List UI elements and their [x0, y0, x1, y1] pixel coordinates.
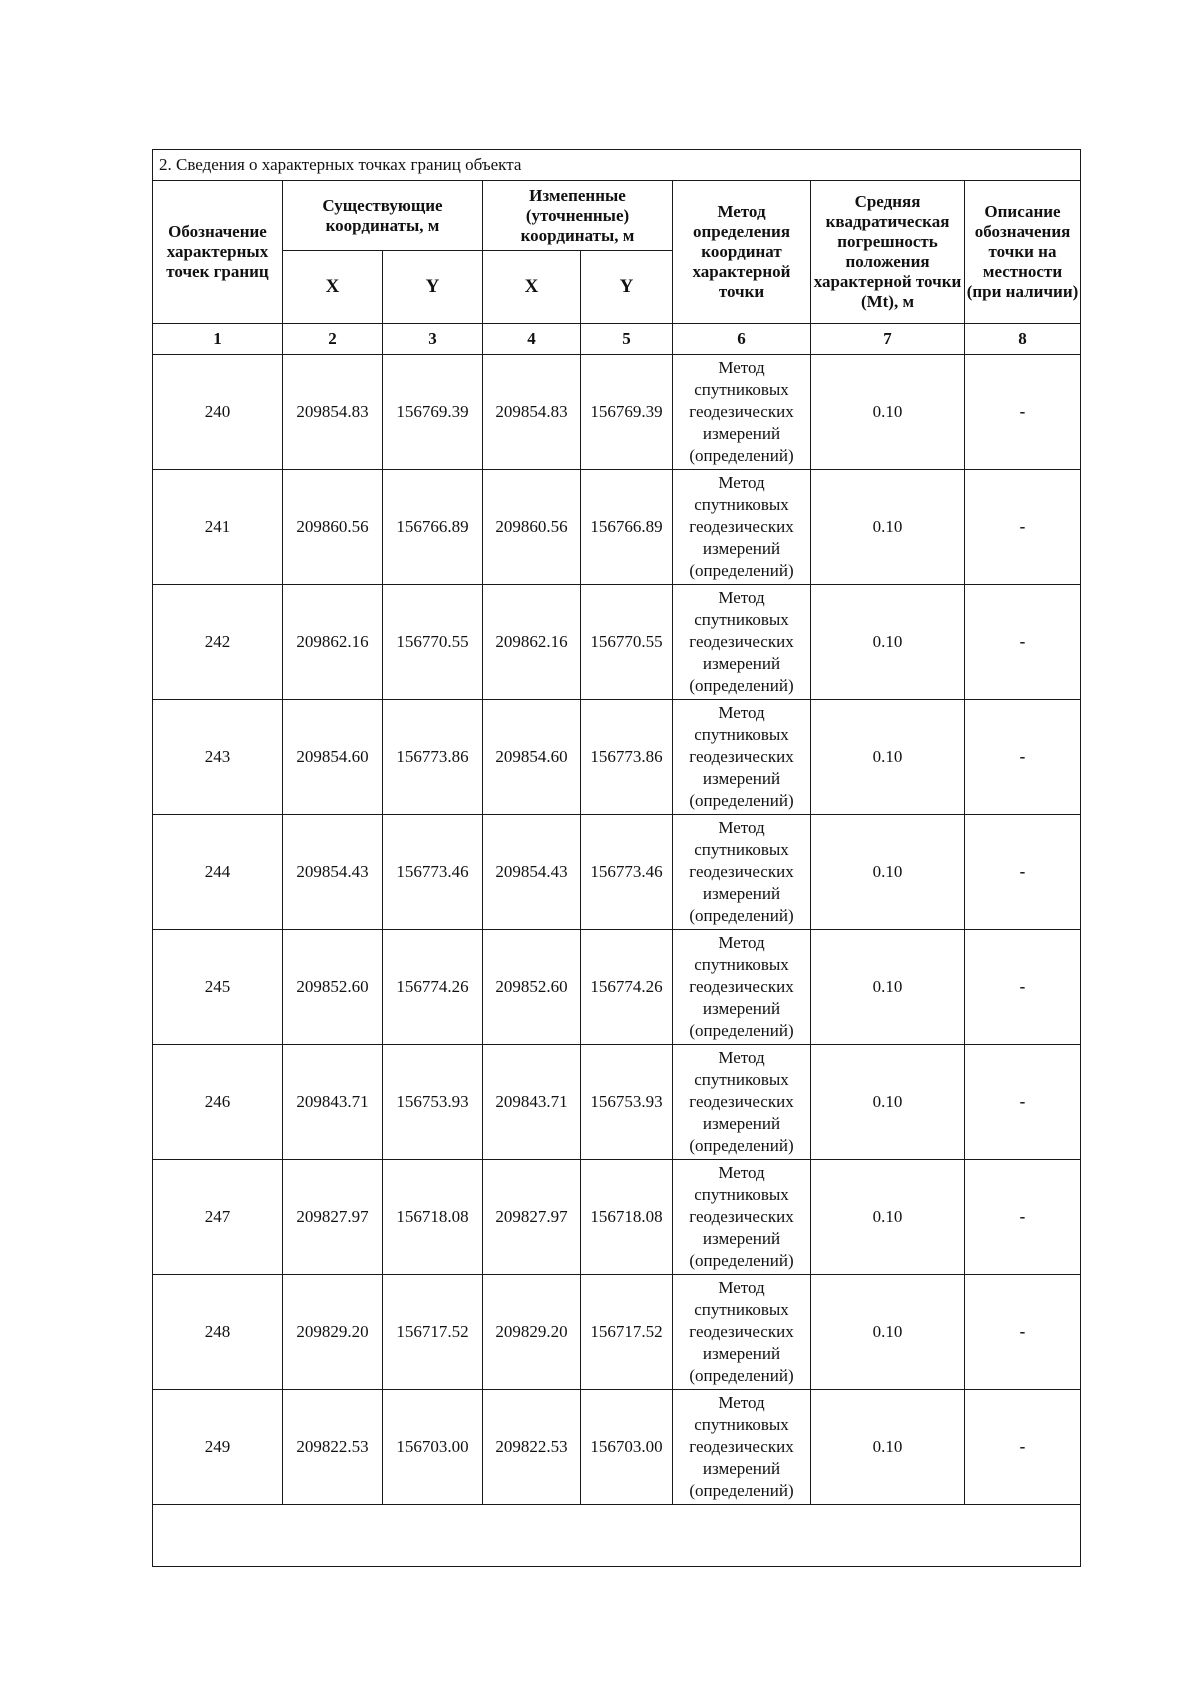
section-title: 2. Сведения о характерных точках границ объекта: [153, 150, 1081, 181]
header-changed-x: X: [483, 251, 581, 324]
description: -: [965, 355, 1081, 470]
changed-x: 209829.20: [483, 1275, 581, 1390]
changed-x: 209843.71: [483, 1045, 581, 1160]
method: Метод спутниковых геодезических измерений (определений): [673, 355, 811, 470]
table-row: [153, 1045, 1081, 1160]
method: Метод спутниковых геодезических измерений (определений): [673, 930, 811, 1045]
column-number: 3: [383, 324, 483, 355]
header-existing-x: X: [283, 251, 383, 324]
changed-y: 156773.86: [581, 700, 673, 815]
table-row: [153, 1160, 1081, 1275]
method: Метод спутниковых геодезических измерений (определений): [673, 1275, 811, 1390]
point-number: 247: [153, 1160, 283, 1275]
changed-y: 156770.55: [581, 585, 673, 700]
changed-y: 156766.89: [581, 470, 673, 585]
header-existing-y: Y: [383, 251, 483, 324]
existing-x: 209860.56: [283, 470, 383, 585]
point-number: 248: [153, 1275, 283, 1390]
existing-x: 209854.83: [283, 355, 383, 470]
header-method: Метод определения координат характерной точки: [673, 181, 811, 324]
method: Метод спутниковых геодезических измерений (определений): [673, 470, 811, 585]
existing-x: 209862.16: [283, 585, 383, 700]
existing-x: 209854.43: [283, 815, 383, 930]
description: -: [965, 1275, 1081, 1390]
changed-x: 209854.83: [483, 355, 581, 470]
table-row: [153, 700, 1081, 815]
changed-x: 209827.97: [483, 1160, 581, 1275]
header-point-designation: Обозначение характерных точек границ: [153, 181, 283, 324]
column-number: 4: [483, 324, 581, 355]
existing-x: 209829.20: [283, 1275, 383, 1390]
changed-x: 209860.56: [483, 470, 581, 585]
header-description: Описание обозначения точки на местности (при наличии): [965, 181, 1081, 324]
column-number: 6: [673, 324, 811, 355]
existing-y: 156753.93: [383, 1045, 483, 1160]
column-number: 7: [811, 324, 965, 355]
error-value: 0.10: [811, 1390, 965, 1505]
existing-x: 209854.60: [283, 700, 383, 815]
table-row: [153, 585, 1081, 700]
empty-cell: [153, 1505, 1081, 1567]
point-number: 241: [153, 470, 283, 585]
method: Метод спутниковых геодезических измерений (определений): [673, 1160, 811, 1275]
header-changed-coordinates: Измепенные (уточненные) координаты, м: [483, 181, 673, 251]
error-value: 0.10: [811, 585, 965, 700]
description: -: [965, 470, 1081, 585]
point-number: 243: [153, 700, 283, 815]
existing-y: 156774.26: [383, 930, 483, 1045]
existing-x: 209843.71: [283, 1045, 383, 1160]
header-existing-coordinates: Существующие координаты, м: [283, 181, 483, 251]
error-value: 0.10: [811, 355, 965, 470]
table-row: [153, 930, 1081, 1045]
changed-y: 156774.26: [581, 930, 673, 1045]
point-number: 246: [153, 1045, 283, 1160]
changed-x: 209822.53: [483, 1390, 581, 1505]
header-error: Средняя квадратическая погрешность положения характерной точки (Mt), м: [811, 181, 965, 324]
description: -: [965, 1045, 1081, 1160]
error-value: 0.10: [811, 470, 965, 585]
changed-x: 209862.16: [483, 585, 581, 700]
changed-x: 209854.43: [483, 815, 581, 930]
empty-footer-row: [153, 1505, 1081, 1567]
changed-y: 156703.00: [581, 1390, 673, 1505]
point-number: 244: [153, 815, 283, 930]
point-number: 245: [153, 930, 283, 1045]
existing-x: 209827.97: [283, 1160, 383, 1275]
method: Метод спутниковых геодезических измерений (определений): [673, 815, 811, 930]
column-numbers-row: [153, 324, 1081, 355]
table-row: [153, 1390, 1081, 1505]
changed-y: 156718.08: [581, 1160, 673, 1275]
existing-y: 156766.89: [383, 470, 483, 585]
table-row: [153, 1275, 1081, 1390]
error-value: 0.10: [811, 700, 965, 815]
table-row: [153, 355, 1081, 470]
point-number: 242: [153, 585, 283, 700]
description: -: [965, 700, 1081, 815]
description: -: [965, 585, 1081, 700]
table-row: [153, 470, 1081, 585]
existing-x: 209852.60: [283, 930, 383, 1045]
error-value: 0.10: [811, 1160, 965, 1275]
existing-y: 156703.00: [383, 1390, 483, 1505]
table-row: [153, 815, 1081, 930]
error-value: 0.10: [811, 930, 965, 1045]
column-number: 8: [965, 324, 1081, 355]
description: -: [965, 930, 1081, 1045]
existing-y: 156770.55: [383, 585, 483, 700]
point-number: 249: [153, 1390, 283, 1505]
existing-y: 156718.08: [383, 1160, 483, 1275]
changed-y: 156753.93: [581, 1045, 673, 1160]
existing-y: 156769.39: [383, 355, 483, 470]
column-number: 2: [283, 324, 383, 355]
boundary-points-table: [152, 149, 1081, 1567]
changed-y: 156717.52: [581, 1275, 673, 1390]
changed-x: 209854.60: [483, 700, 581, 815]
error-value: 0.10: [811, 1275, 965, 1390]
column-number: 1: [153, 324, 283, 355]
existing-x: 209822.53: [283, 1390, 383, 1505]
description: -: [965, 1390, 1081, 1505]
method: Метод спутниковых геодезических измерений (определений): [673, 1390, 811, 1505]
existing-y: 156773.86: [383, 700, 483, 815]
existing-y: 156773.46: [383, 815, 483, 930]
error-value: 0.10: [811, 815, 965, 930]
header-changed-y: Y: [581, 251, 673, 324]
method: Метод спутниковых геодезических измерений (определений): [673, 700, 811, 815]
method: Метод спутниковых геодезических измерений (определений): [673, 1045, 811, 1160]
changed-x: 209852.60: [483, 930, 581, 1045]
point-number: 240: [153, 355, 283, 470]
existing-y: 156717.52: [383, 1275, 483, 1390]
error-value: 0.10: [811, 1045, 965, 1160]
changed-y: 156769.39: [581, 355, 673, 470]
description: -: [965, 1160, 1081, 1275]
changed-y: 156773.46: [581, 815, 673, 930]
method: Метод спутниковых геодезических измерений (определений): [673, 585, 811, 700]
description: -: [965, 815, 1081, 930]
column-number: 5: [581, 324, 673, 355]
